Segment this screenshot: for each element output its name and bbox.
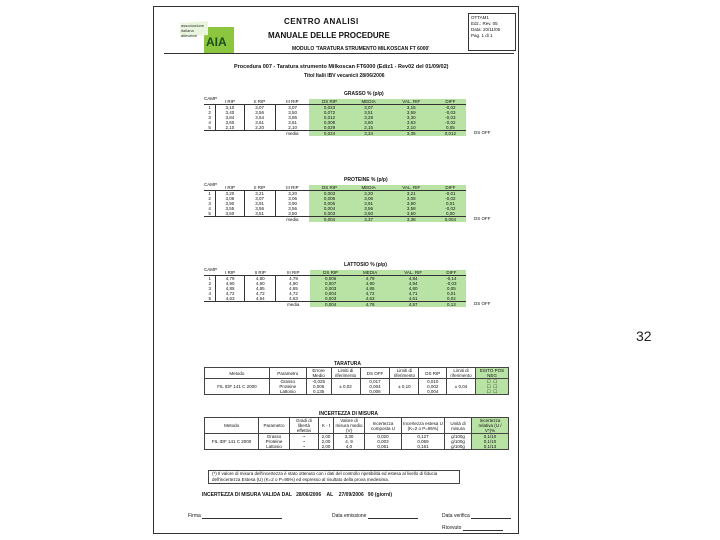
mean-cell: 0,004 [435, 217, 466, 223]
col-header: Parametro [259, 418, 290, 434]
checkbox-neg[interactable]: ☐ [493, 384, 498, 389]
table-cell: 2,10 [275, 125, 309, 131]
table-cell: 2,00 [318, 434, 333, 440]
table-cell: 4, 9 [334, 439, 365, 444]
col-header: II RIP [244, 270, 276, 276]
table-cell: g/100g [445, 444, 472, 450]
table-cell: Proteine [259, 439, 290, 444]
limit-cell [331, 389, 360, 395]
table-cell: 3,56 [350, 206, 388, 211]
table-cell: 1 [208, 276, 211, 281]
table-cell: 4,79 [276, 276, 310, 282]
value-cell: 0,135 [306, 389, 331, 395]
mean-row [204, 217, 466, 223]
table-row [205, 444, 509, 450]
table-cell: 3,07 [275, 105, 309, 111]
value-cell: 0,002 [419, 384, 447, 389]
table-cell: 0,029 [309, 125, 349, 131]
checkbox-pos[interactable]: ☐ [486, 379, 491, 384]
table-cell: 3,06 [216, 196, 244, 201]
col-header: Limiti di riferimento [447, 368, 476, 379]
value-cell: 0,017 [360, 379, 390, 385]
col-header: Errore Medio [306, 368, 331, 379]
col-header: Incertezza relativa (U / V*)% [472, 418, 509, 434]
table-cell: 4,72 [216, 291, 245, 296]
table-cell: 3,51 [350, 110, 388, 115]
table-cell: 4,90 [244, 281, 276, 286]
table-cell: 3,54 [244, 115, 275, 120]
col-header: VAL. RIF [388, 99, 435, 105]
table-cell: 4 [208, 120, 211, 125]
table-cell: 3,20 [216, 191, 244, 197]
table-cell: 4,90 [216, 281, 245, 286]
camp-label: CAMP [204, 182, 218, 187]
table-cell: 2,10 [216, 125, 244, 131]
table-cell: -0,02 [435, 120, 466, 125]
table-cell: 4,79 [216, 276, 245, 282]
sig-label: Data emissione [332, 513, 367, 519]
param-cell: Lattosio [269, 389, 306, 395]
table-cell: 3 [208, 286, 211, 291]
table-cell: 3,56 [275, 206, 309, 211]
table-cell: 0,003 [309, 191, 349, 197]
sig-label: Firma [188, 513, 201, 519]
table-cell: -0,03 [435, 115, 466, 120]
table-cell: 0,003 [365, 439, 402, 444]
table-cell: Lattosio [259, 444, 290, 450]
table-cell: 3,86 [275, 115, 309, 120]
table-cell: 3,07 [350, 105, 388, 111]
table-cell: 0,161 [402, 444, 445, 450]
col-header: II RIP [244, 99, 275, 105]
table-cell: 3,58 [388, 206, 435, 211]
table-cell: 2 [208, 110, 211, 115]
col-header: Metodo [205, 418, 259, 434]
table-cell: 4,90 [351, 281, 390, 286]
table-cell: 4 [208, 206, 211, 211]
header-modulo: MODULO 'TARATURA STRUMENTO MILKOSCAN FT 6000' [292, 46, 430, 52]
table-cell: 2,10 [388, 125, 435, 131]
table-cell: 4,85 [276, 286, 310, 291]
col-header: II RIP [244, 185, 275, 191]
table-cell: 4,79 [351, 276, 390, 282]
table-cell: 3,50 [388, 211, 435, 217]
table-cell: g/100g [445, 439, 472, 444]
incertezza-title: INCERTEZZA DI MISURA [319, 411, 378, 417]
mean-cell: 0,024 [309, 131, 349, 137]
table-cell: 0,003 [310, 286, 350, 291]
col-header: DIFF [437, 270, 466, 276]
table-cell: 0,1/13 [472, 444, 509, 450]
validity-from: 28/06/2006 [296, 492, 322, 498]
table-cell: 0,061 [365, 444, 402, 450]
table-cell: 0,006 [309, 196, 349, 201]
param-cell: Grasso [269, 379, 306, 385]
col-header: III RIP [275, 185, 309, 191]
table-cell: 3,07 [244, 196, 275, 201]
checkbox-pos[interactable]: ☐ [486, 389, 491, 394]
col-header: DS OFF [360, 368, 390, 379]
table-cell: -0,03 [437, 281, 466, 286]
col-header: III RIP [275, 99, 309, 105]
header-divider [164, 53, 514, 54]
table-cell: 3,59 [388, 110, 435, 115]
table-cell: 3,61 [244, 120, 275, 125]
table-cell: 2,00 [318, 439, 333, 444]
mean-cell: 0,012 [435, 131, 466, 137]
table-cell: 3,56 [244, 206, 275, 211]
table-cell: ~ [289, 439, 318, 444]
table-cell: 3,50 [275, 211, 309, 217]
table-cell: 0,1/10 [472, 434, 509, 440]
group-title: GRASSO % (p/p) [344, 91, 384, 97]
table-cell: 3,15 [388, 105, 435, 111]
mean-row [204, 131, 466, 137]
table-cell: 3,21 [388, 191, 435, 197]
mean-cell: 4,57 [390, 302, 437, 308]
table-cell: 0,01 [435, 201, 466, 206]
table-cell: 4,72 [276, 291, 310, 296]
meta-line: OTTAM1 [471, 15, 489, 20]
table-cell: 3,20 [350, 191, 388, 197]
header-title-centro: CENTRO ANALISI [284, 17, 359, 26]
value-cell: 0,006 [306, 384, 331, 389]
table-cell: 0,02 [437, 296, 466, 302]
validity-to: 27/09/2006 [338, 492, 364, 498]
limit-cell: ± 0,04 [447, 384, 476, 389]
sig-label: Ricevuto [442, 525, 462, 531]
table-cell: 0,00 [435, 211, 466, 217]
col-header: Metodo [205, 368, 270, 379]
table-cell: 3,84 [216, 115, 244, 120]
table-cell: 3,91 [350, 201, 388, 206]
checkbox-neg[interactable]: ☐ [493, 389, 498, 394]
table-cell: -0,03 [435, 110, 466, 115]
table-row [205, 389, 509, 395]
table-cell: 0,006 [310, 276, 350, 282]
table-cell: 3,60 [350, 120, 388, 125]
table-cell: 3,56 [244, 110, 275, 115]
col-header: Limiti di riferimento [331, 368, 360, 379]
table-cell: 3 [208, 201, 211, 206]
mean-cell: 0,13 [437, 302, 466, 308]
validity-line [202, 492, 392, 498]
col-header: K - t [318, 418, 333, 434]
table-cell: 0,004 [309, 206, 349, 211]
table-cell: 0,05 [435, 125, 466, 131]
table-cell: Grasso [259, 434, 290, 440]
validity-days: 90 (giorni) [367, 492, 393, 498]
col-header: DIFF [435, 99, 466, 105]
table-cell: 4,72 [244, 291, 276, 296]
table-cell: 4,85 [351, 286, 390, 291]
col-header: I RIP [216, 270, 245, 276]
table-cell: 3,10 [216, 105, 244, 111]
camp-label: CAMP [204, 267, 218, 272]
table-cell: 0,012 [309, 115, 349, 120]
col-header: DS RIP [419, 368, 447, 379]
table-cell: 3,50 [216, 211, 244, 217]
mean-cell: 3,37 [350, 217, 388, 223]
table-cell: 4,61 [390, 296, 437, 302]
table-cell: 1 [208, 105, 211, 110]
table-cell: 3,30 [388, 115, 435, 120]
col-header: MEDIA [350, 185, 388, 191]
table-cell: 0,004 [310, 291, 350, 296]
table-cell: 0,020 [365, 434, 402, 440]
col-header: MEDIA [351, 270, 390, 276]
mean-cell: 3,34 [350, 131, 388, 137]
table-cell: 0,127 [402, 434, 445, 440]
table-cell: 0,01 [437, 291, 466, 296]
value-cell: 0,006 [360, 389, 390, 395]
camp-label: CAMP [204, 96, 218, 101]
table-cell: -0,02 [435, 105, 466, 111]
checkbox-neg[interactable]: ☐ [493, 379, 498, 384]
mean-cell: 0,004 [310, 302, 350, 308]
table-cell: 4,64 [244, 296, 276, 302]
col-header: Valore di misura medio (V) [335, 418, 363, 433]
col-header: DS RIP [309, 99, 349, 105]
header-title-manuale: MANUALE DELLE PROCEDURE [268, 31, 390, 40]
validity-al: AL [326, 492, 334, 498]
limit-cell [390, 389, 419, 395]
table-cell: 2,00 [318, 444, 333, 450]
document-page [153, 6, 519, 534]
table-cell: 3,61 [275, 120, 309, 125]
meta-line: Edz.: Rev. 05 [471, 21, 498, 26]
table-cell: 3,08 [388, 196, 435, 201]
table-cell: ~ [289, 444, 318, 450]
table-cell: 3,90 [275, 201, 309, 206]
footnote: (*) Il valore di misura dell'incertezza è stato ottenuto con i dati del controllo ripetibilità ed estesa al livello di fiducia dell'incertezza Estesa (U) (K=2 o P=95%) ed espresso al risultato della prova medesima. [208, 470, 460, 484]
mean-cell: 0,004 [309, 217, 349, 223]
param-cell: Proteine [269, 384, 306, 389]
table-cell: 4,71 [390, 291, 437, 296]
col-header: DIFF [435, 185, 466, 191]
table-cell: 3,07 [244, 105, 275, 111]
table-cell: 0,023 [309, 105, 349, 111]
measure-table [204, 185, 466, 222]
sig-label: Data verifica [442, 513, 470, 519]
incertezza-table [204, 417, 509, 450]
table-cell: 3,28 [350, 115, 388, 120]
col-header: DS RIP [309, 185, 349, 191]
table-cell: 0,069 [402, 439, 445, 444]
measure-table [204, 99, 466, 136]
table-cell: 3,63 [388, 120, 435, 125]
col-header: Unità di misura [445, 418, 472, 434]
mean-cell: 3,38 [388, 217, 435, 223]
mean-cell: media [276, 302, 310, 308]
col-header: Incertezza composta U [365, 418, 402, 434]
table-cell: 5 [208, 296, 211, 301]
validity-label: INCERTEZZA DI MISURA VALIDA DAL [202, 492, 292, 498]
tit-line: Titol Italii IBV vecanicii 28/06/2006 [304, 73, 385, 79]
ds-off-label: DS OFF [474, 130, 491, 135]
table-cell: 3,51 [244, 211, 275, 217]
table-cell: 3,40 [216, 110, 244, 115]
metodo-cell [205, 444, 259, 450]
table-cell: -0,01 [435, 191, 466, 197]
svg-text:associazione: associazione [181, 23, 205, 28]
table-cell: 0,007 [310, 281, 350, 286]
value-cell: 0,004 [419, 389, 447, 395]
metodo-cell [205, 389, 270, 395]
col-header: Incertezza estesa U (K=2 o P=95%) [402, 418, 445, 434]
table-cell: 3,90 [388, 201, 435, 206]
table-cell: 0,1/10 [472, 439, 509, 444]
table-cell: 4,80 [244, 276, 276, 282]
aia-logo [178, 17, 236, 55]
table-cell: 3,91 [244, 201, 275, 206]
mean-cell: media [275, 217, 309, 223]
limit-cell: ± 0,02 [331, 384, 360, 389]
table-cell: 4,0 [334, 444, 365, 450]
table-cell: 4,90 [276, 281, 310, 286]
table-cell: 3,30 [334, 434, 365, 440]
table-cell: 4,85 [244, 286, 276, 291]
table-cell: -0,02 [435, 206, 466, 211]
procedure-title: Procedura 007 - Taratura strumento Milkoscan FT6000 (Ediz1 - Rev02 del 01/09/02) [234, 64, 449, 70]
signature-verifica [442, 513, 511, 519]
col-header: DS RIP [310, 270, 350, 276]
slide-number: 32 [636, 328, 652, 344]
mean-cell: 3,35 [388, 131, 435, 137]
table-cell: 4,94 [390, 281, 437, 286]
table-cell: 2 [208, 281, 211, 286]
mean-cell: 4,78 [351, 302, 390, 308]
table-cell: 4,85 [216, 286, 245, 291]
checkbox-pos[interactable]: ☐ [486, 384, 491, 389]
group-title: PROTEINE % (p/p) [344, 177, 388, 183]
table-cell: ~ [289, 434, 318, 440]
table-cell: 0,005 [309, 201, 349, 206]
table-cell: 3,20 [275, 191, 309, 197]
svg-text:AIA: AIA [206, 35, 227, 49]
mean-cell: media [275, 131, 309, 137]
col-header: MEDIA [350, 99, 388, 105]
table-cell: 2 [208, 196, 211, 201]
col-header: VAL. RIF [390, 270, 437, 276]
value-cell: 0,004 [360, 384, 390, 389]
header-meta-box [468, 13, 516, 51]
table-cell: 2,15 [350, 125, 388, 131]
taratura-table [204, 367, 509, 395]
table-cell: 0,05 [437, 286, 466, 291]
signature-emissione [332, 513, 418, 519]
table-cell: 0,008 [309, 120, 349, 125]
col-header: I RIP [216, 185, 244, 191]
table-cell: 3 [208, 115, 211, 120]
table-cell: -0,02 [435, 196, 466, 201]
meta-line: Data: 20/11/05 [471, 27, 501, 32]
group-title: LATTOSIO % (p/p) [344, 262, 387, 268]
meta-line: Pag. 1 di 1 [471, 33, 493, 38]
table-cell: 3,60 [216, 120, 244, 125]
table-cell: 4,84 [390, 276, 437, 282]
limit-cell [447, 389, 476, 395]
table-cell: 1 [208, 191, 211, 196]
table-cell: 3,06 [275, 196, 309, 201]
col-header: Parametro [269, 368, 306, 379]
col-header: VAL. RIF [388, 185, 435, 191]
table-cell: 4 [208, 291, 211, 296]
value-cell: -0,025 [306, 379, 331, 385]
table-cell: 4,63 [276, 296, 310, 302]
metodo-cell: FIL IDF 141 C 2000 [205, 384, 270, 389]
col-header: ESITO POS NEG [476, 368, 509, 379]
taratura-title: TARATURA [334, 361, 362, 367]
svg-text:allevatori: allevatori [181, 33, 198, 38]
ds-off-label: DS OFF [474, 301, 491, 306]
table-cell: 0,072 [309, 110, 349, 115]
table-cell: 4,63 [216, 296, 245, 302]
table-cell: 4,80 [390, 286, 437, 291]
table-cell: 5 [208, 125, 211, 130]
ds-off-label: DS OFF [474, 216, 491, 221]
table-cell: 3,06 [350, 196, 388, 201]
table-cell: 5 [208, 211, 211, 216]
table-cell: 3,21 [244, 191, 275, 197]
table-cell: 0,003 [310, 296, 350, 302]
col-header: I RIP [216, 99, 244, 105]
value-cell: 0,010 [419, 379, 447, 385]
table-cell: 3,90 [216, 201, 244, 206]
limit-cell: ± 0,10 [390, 384, 419, 389]
table-cell: g/100g [445, 434, 472, 440]
table-cell: 4,72 [351, 291, 390, 296]
table-cell: 2,20 [244, 125, 275, 131]
table-cell: 3,50 [350, 211, 388, 217]
table-cell: -0,14 [437, 276, 466, 282]
measure-table [204, 270, 466, 307]
table-cell: 3,50 [275, 110, 309, 115]
table-cell: 0,003 [309, 211, 349, 217]
signature-firma [188, 513, 282, 519]
col-header: III RIP [276, 270, 310, 276]
esito-cell[interactable] [476, 389, 509, 395]
table-cell: 3,55 [216, 206, 244, 211]
table-cell: 4,63 [351, 296, 390, 302]
mean-row [204, 302, 466, 308]
col-header: Gradi di libertà effettivi [289, 418, 318, 434]
col-header: Limiti di riferimento [390, 368, 419, 379]
metodo-cell: FIL IDF 141 C 2000 [205, 439, 259, 444]
svg-text:italiana: italiana [181, 28, 194, 33]
signature-ricevuto [442, 525, 503, 531]
